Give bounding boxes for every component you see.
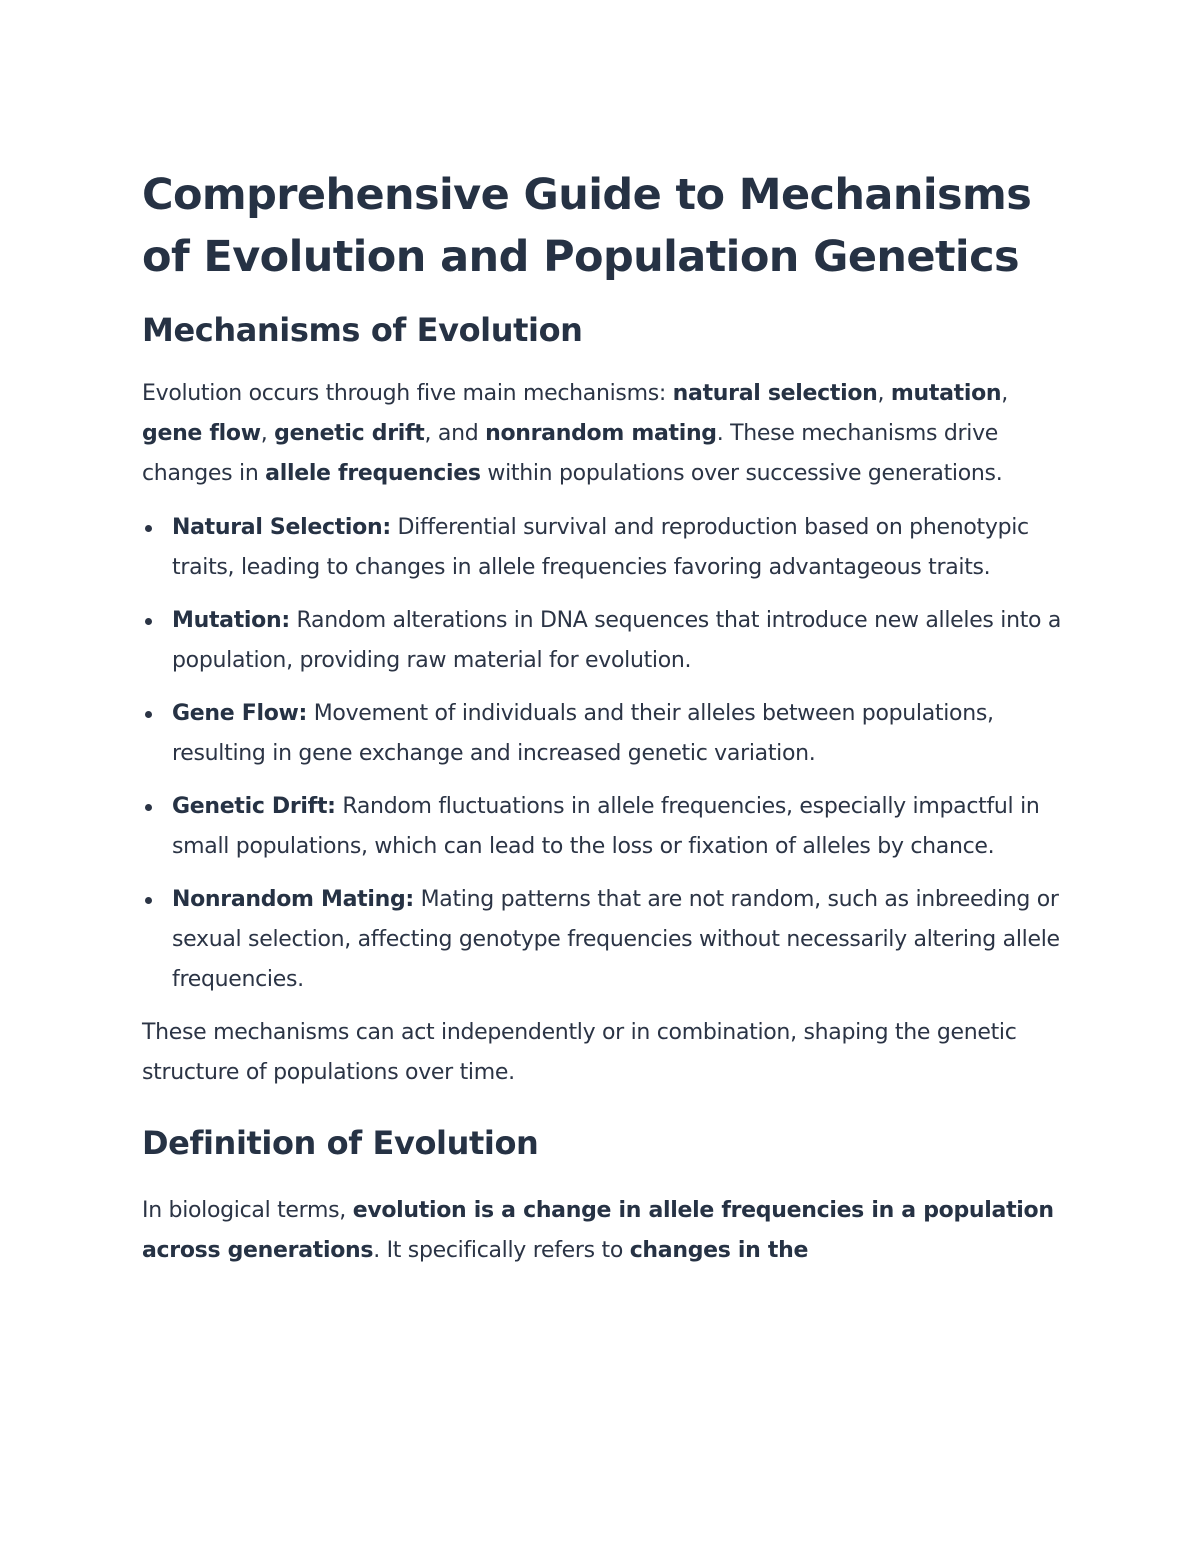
list-item-text: Movement of individuals and their alleles between populations, resulting in gene exchange and increased genetic variation. [172,701,994,766]
document-title: Comprehensive Guide to Mechanisms of Evolution and Population Genetics [142,170,1032,282]
text-span: . These mechanisms drive changes in [142,421,999,486]
list-item-text: Mating patterns that are not random, such as inbreeding or sexual selection, affecting genotype frequencies without necessarily altering allele frequencies. [172,887,1060,992]
list-item [142,694,1062,774]
text-span: , and [424,421,486,446]
bold-term: allele frequencies [265,461,481,486]
section-heading-definition: Definition of Evolution [142,1124,539,1162]
definition-paragraph [142,1191,1062,1271]
text-span: , [260,421,275,446]
list-item-term: Mutation: [172,608,290,633]
text-span: Evolution occurs through five main mechanisms: [142,381,673,406]
text-span: , [1001,381,1008,406]
bold-term: evolution is a change in allele frequencies in a population across generations [142,1198,1054,1263]
mechanisms-intro-paragraph [142,374,1062,494]
bullet-icon [145,525,152,532]
mechanisms-list [142,508,1062,1000]
bold-term: genetic drift [274,421,425,446]
document-page [142,164,1062,1271]
text-span: within populations over successive generations. [480,461,1003,486]
list-item-term: Natural Selection: [172,515,391,540]
mechanisms-closing-paragraph: These mechanisms can act independently or in combination, shaping the genetic structure of populations over time. [142,1020,1017,1085]
list-item-text: Random fluctuations in allele frequencies, especially impactful in small populations, which can lead to the loss or fixation of alleles by chance. [172,794,1040,859]
list-item-term: Genetic Drift: [172,794,336,819]
list-item [142,508,1062,588]
bullet-icon [145,618,152,625]
text-span: . It specifically refers to [373,1238,630,1263]
bold-term: mutation [890,381,1002,406]
list-item-text: Differential survival and reproduction based on phenotypic traits, leading to changes in allele frequencies favoring advantageous traits. [172,515,1029,580]
text-span: In biological terms, [142,1198,353,1223]
bullet-icon [145,711,152,718]
list-item-text: Random alterations in DNA sequences that introduce new alleles into a population, providing raw material for evolution. [172,608,1062,673]
list-item [142,601,1062,681]
bullet-icon [145,897,152,904]
list-item [142,787,1062,867]
bullet-icon [145,804,152,811]
bold-term: natural selection [672,381,878,406]
bold-term: nonrandom mating [485,421,717,446]
bold-term: gene flow [142,421,261,446]
list-item-term: Gene Flow: [172,701,308,726]
list-item-term: Nonrandom Mating: [172,887,414,912]
bold-term: changes in the [629,1238,809,1263]
section-heading-mechanisms: Mechanisms of Evolution [142,311,583,349]
list-item [142,880,1062,1000]
text-span: , [877,381,891,406]
